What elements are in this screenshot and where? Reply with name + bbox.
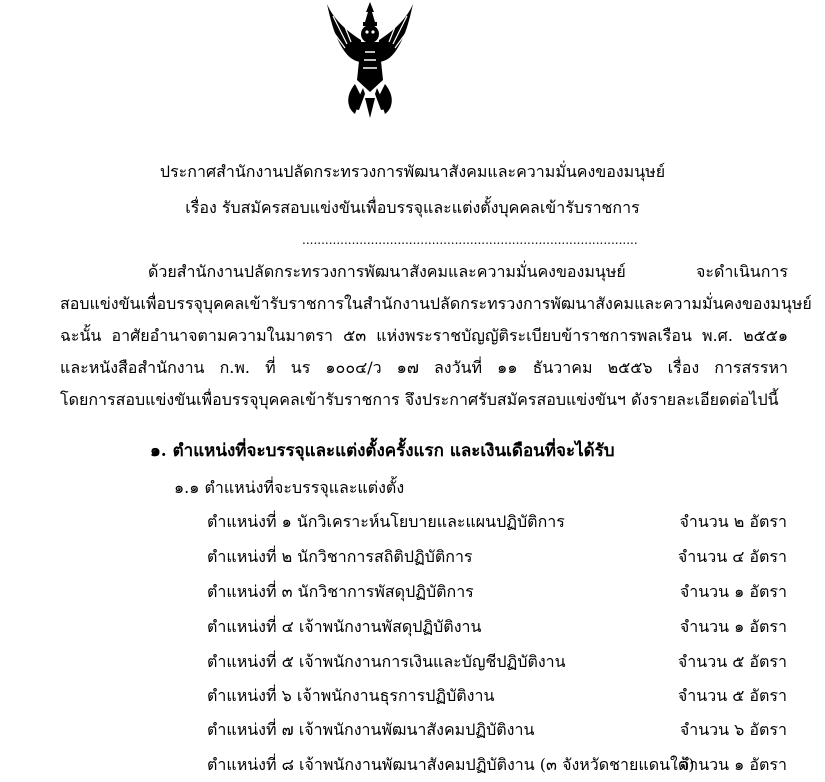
intro-line: โดยการสอบแข่งขันเพื่อบรรจุบุคคลเข้ารับราชการ จึงประกาศรับสมัครสอบแข่งขันฯ ดังรายละเอียดต่อไปนี้ [60,390,779,409]
intro-line: ด้วยสำนักงานปลัดกระทรวงการพัฒนาสังคมและความมั่นคงของมนุษย์ จะดำเนินการ [148,262,788,281]
position-title: ตำแหน่งที่ ๕ เจ้าพนักงานการเงินและบัญชีปฏิบัติงาน [207,652,566,671]
position-row [207,682,787,710]
position-title: ตำแหน่งที่ ๘ เจ้าพนักงานพัฒนาสังคมปฏิบัติงาน (๓ จังหวัดชายแดนใต้) [207,755,695,774]
announcement-title: ประกาศสำนักงานปลัดกระทรวงการพัฒนาสังคมและความมั่นคงของมนุษย์ [159,162,666,181]
position-title: ตำแหน่งที่ ๒ นักวิชาการสถิติปฏิบัติการ [207,547,473,566]
position-row [207,716,787,744]
section-heading: ๑. ตำแหน่งที่จะบรรจุและแต่งตั้งครั้งแรก และเงินเดือนที่จะได้รับ [150,441,615,461]
position-title: ตำแหน่งที่ ๑ นักวิเคราะห์นโยบายและแผนปฏิบัติการ [207,512,565,531]
intro-line: และหนังสือสำนักงาน ก.พ. ที่ นร ๑๐๐๔/ว ๑๗ ลงวันที่ ๑๑ ธันวาคม ๒๕๕๖ เรื่อง การสรรหา [60,358,788,377]
position-row [207,578,787,606]
position-row [207,751,787,779]
position-count: จำนวน ๕ อัตรา [677,652,787,671]
position-count: จำนวน ๕ อัตรา [677,686,787,705]
garuda-emblem-icon [325,0,415,122]
position-count: จำนวน ๖ อัตรา [679,720,787,739]
intro-paragraph [60,256,812,416]
position-count: จำนวน ๑ อัตรา [679,755,787,774]
position-title: ตำแหน่งที่ ๗ เจ้าพนักงานพัฒนาสังคมปฏิบัติงาน [207,720,535,739]
position-count: จำนวน ๔ อัตรา [677,547,787,566]
position-title: ตำแหน่งที่ ๔ เจ้าพนักงานพัสดุปฏิบัติงาน [207,617,482,636]
position-title: ตำแหน่งที่ ๖ เจ้าพนักงานธุรการปฏิบัติงาน [207,686,495,705]
intro-line: สอบแข่งขันเพื่อบรรจุบุคคลเข้ารับราชการในสำนักงานปลัดกระทรวงการพัฒนาสังคมและความมั่นคงของมนุษย์ [60,294,812,313]
position-row [207,543,787,571]
announcement-subject: เรื่อง รับสมัครสอบแข่งขันเพื่อบรรจุและแต่งตั้งบุคคลเข้ารับราชการ [185,198,640,217]
subsection-heading: ๑.๑ ตำแหน่งที่จะบรรจุและแต่งตั้ง [174,478,405,497]
position-count: จำนวน ๑ อัตรา [679,617,787,636]
position-title: ตำแหน่งที่ ๓ นักวิชาการพัสดุปฏิบัติการ [207,582,474,601]
position-count: จำนวน ๑ อัตรา [679,582,787,601]
position-row [207,508,787,536]
title-separator: ........................................................................................ [302,233,638,247]
position-row [207,648,787,676]
intro-line: ฉะนั้น อาศัยอำนาจตามความในมาตรา ๕๓ แห่งพระราชบัญญัติระเบียบข้าราชการพลเรือน พ.ศ. ๒๕๕๑ [60,326,788,345]
position-count: จำนวน ๒ อัตรา [679,512,787,531]
position-row [207,613,787,641]
